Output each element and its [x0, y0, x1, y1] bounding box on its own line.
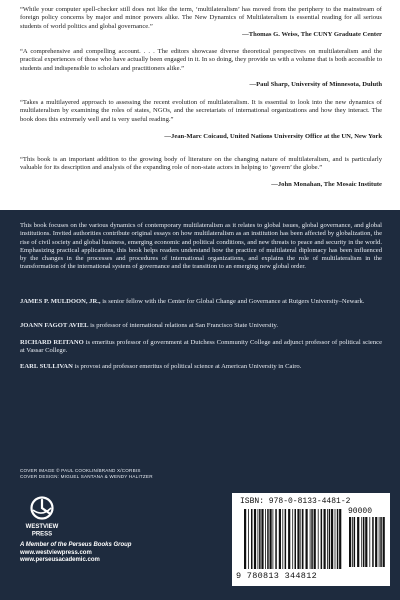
- barcode-bar: [251, 509, 253, 569]
- author-bio-text-1: is senior fellow with the Center for Global Change and Governance at Rutgers University–Newark.: [100, 298, 365, 305]
- barcode-bar: [248, 509, 249, 569]
- author-bio-4: [20, 363, 382, 371]
- barcode-bar: [254, 509, 256, 569]
- barcode-bar: [285, 509, 287, 569]
- praise-attribution-2: —Paul Sharp, University of Minnesota, Duluth: [249, 81, 382, 88]
- author-bio-3: [20, 339, 382, 356]
- addon-barcode-bar: [352, 517, 353, 567]
- addon-barcode-bar: [379, 517, 380, 567]
- barcode-bar: [259, 509, 261, 569]
- addon-barcode-bar: [363, 517, 365, 567]
- author-bio-1: [20, 298, 382, 306]
- barcode-bar: [318, 509, 319, 569]
- cover-image-credit: COVER IMAGE © PAUL COOKLIN/BRAND X/CORBIS: [20, 468, 141, 473]
- ean-number: 9 780813 344812: [236, 571, 318, 581]
- author-bio-text-3: is emeritus professor of government at Dutchess Community College and adjunct professor of political science at Vassar College.: [20, 339, 382, 355]
- cover-design-credit: COVER DESIGN: MIGUEL SANTANA & WENDY HALITZER: [20, 474, 153, 479]
- ean-barcode: [244, 509, 344, 571]
- barcode-bar: [306, 509, 308, 569]
- praise-attribution-1: —Thomas G. Weiss, The CUNY Graduate Center: [242, 31, 382, 38]
- author-bio-text-4: is provost and professor emeritus of political science at American University in Cairo.: [72, 363, 302, 370]
- barcode-bar: [327, 509, 328, 569]
- barcode-bar: [314, 509, 316, 569]
- addon-barcode-bar: [380, 517, 382, 567]
- addon-barcode-bar: [354, 517, 356, 567]
- barcode-bar: [275, 509, 277, 569]
- addon-barcode-bar: [375, 517, 377, 567]
- praise-quote-3: “Takes a multilayered approach to assessing the recent evolution of multilateralism. It is essential to look into the new dynamics of multilateralism by examining the roles of states, NGOs, and the secretariats of international organizations and how they interact. The book does this extremely well and is very useful reading.”: [20, 99, 382, 123]
- barcode-bar: [297, 509, 299, 569]
- barcode-bar: [244, 509, 246, 569]
- barcode-bar: [258, 509, 259, 569]
- author-name-1: JAMES P. MULDOON, JR.,: [20, 298, 101, 305]
- barcode-bar: [288, 509, 290, 569]
- barcode-bar: [337, 509, 339, 569]
- praise-attribution-4: —John Monahan, The Mosaic Institute: [271, 181, 382, 188]
- addon-barcode: [349, 517, 385, 569]
- praise-attribution-3: —Jean-Marc Coicaud, United Nations University Office at the UN, New York: [164, 133, 382, 140]
- barcode-bar: [331, 509, 333, 569]
- author-bio-2: [20, 322, 382, 330]
- addon-barcode-bar: [365, 517, 367, 567]
- barcode-bar: [300, 509, 301, 569]
- author-name-2: JOANN FAGOT AVIEL: [20, 322, 89, 329]
- praise-quote-1: “While your computer spell-checker still does not like the term, ‘multilateralism’ has moved from the periphery to the mainstream of foreign policy concerns by major and minor powers alike. The New Dynamics of Multilateralism is essential reading for all serious students of world politics and global governance.”: [20, 6, 382, 30]
- barcode-bar: [273, 509, 274, 569]
- addon-barcode-bar: [369, 517, 370, 567]
- praise-panel: [0, 0, 400, 210]
- barcode-bar: [261, 509, 263, 569]
- barcode-bar: [282, 509, 283, 569]
- barcode-bar: [265, 509, 266, 569]
- author-name-3: RICHARD REITANO: [20, 339, 84, 346]
- logo-line-1: WESTVIEW: [25, 524, 59, 530]
- praise-quote-2: “A comprehensive and compelling account. . . . The editors showcase diverse theoretical perspectives on multilateralism and the practical experiences of those who have actually been engaged in it. In so doing, they provide us with a volume that is both accessible to students and indispensible to scholars and practitioners alike.”: [20, 48, 382, 72]
- barcode-bar: [335, 509, 336, 569]
- barcode-bar: [292, 509, 293, 569]
- barcode-panel: [232, 493, 390, 586]
- publisher-url-1: www.westviewpress.com: [20, 549, 92, 556]
- barcode-bar: [270, 509, 272, 569]
- praise-quote-4: “This book is an important addition to the growing body of literature on the changing nature of multilateralism, and is particularly valuable for its description and analysis of the expanding role of non-state actors in helping to ‘govern’ the globe.”: [20, 156, 382, 172]
- publisher-url-2: www.perseusacademic.com: [20, 557, 100, 563]
- book-description: This book focuses on the various dynamics of contemporary multilateralism as it relates to global issues, global governance, and global institutions. Invited authorities contribute original essays on how multilateralism as an institution has been affected by globalization, the rise of civil society and global business, emerging economic and political conditions, and new threats to peace and security in the world. Emphasizing practical applications, this book helps readers understand how the practice of multilateral diplomacy has been influenced by the changes in the processes and procedures of international organizations, and explains the role of multilateralism in the transformation of the international system of governance and the transition to an emerging new global order.: [20, 222, 382, 271]
- author-name-4: EARL SULLIVAN: [20, 363, 73, 370]
- addon-barcode-bar: [383, 517, 385, 567]
- barcode-bar: [311, 509, 313, 569]
- westview-press-logo: [24, 496, 60, 540]
- cover-credits: [20, 468, 153, 480]
- barcode-bar: [324, 509, 326, 569]
- barcode-bar: [295, 509, 297, 569]
- barcode-bar: [321, 509, 323, 569]
- addon-barcode-bar: [372, 517, 374, 567]
- barcode-bar: [267, 509, 269, 569]
- addon-barcode-bar: [357, 517, 359, 567]
- addon-barcode-bar: [349, 517, 351, 567]
- barcode-bar: [302, 509, 304, 569]
- barcode-bar: [339, 509, 341, 569]
- publisher-member-line: A Member of the Perseus Books Group: [20, 542, 132, 548]
- barcode-bar: [329, 509, 331, 569]
- barcode-bar: [279, 509, 281, 569]
- addon-barcode-bar: [361, 517, 362, 567]
- author-bio-text-2: is professor of international relations at San Francisco State University.: [88, 322, 278, 329]
- barcode-bar: [310, 509, 311, 569]
- publisher-info: [20, 542, 131, 565]
- isbn-text: ISBN: 978-0-8133-4481-2: [240, 497, 351, 506]
- addon-number: 90000: [348, 507, 373, 516]
- logo-line-2: PRESS: [31, 531, 53, 538]
